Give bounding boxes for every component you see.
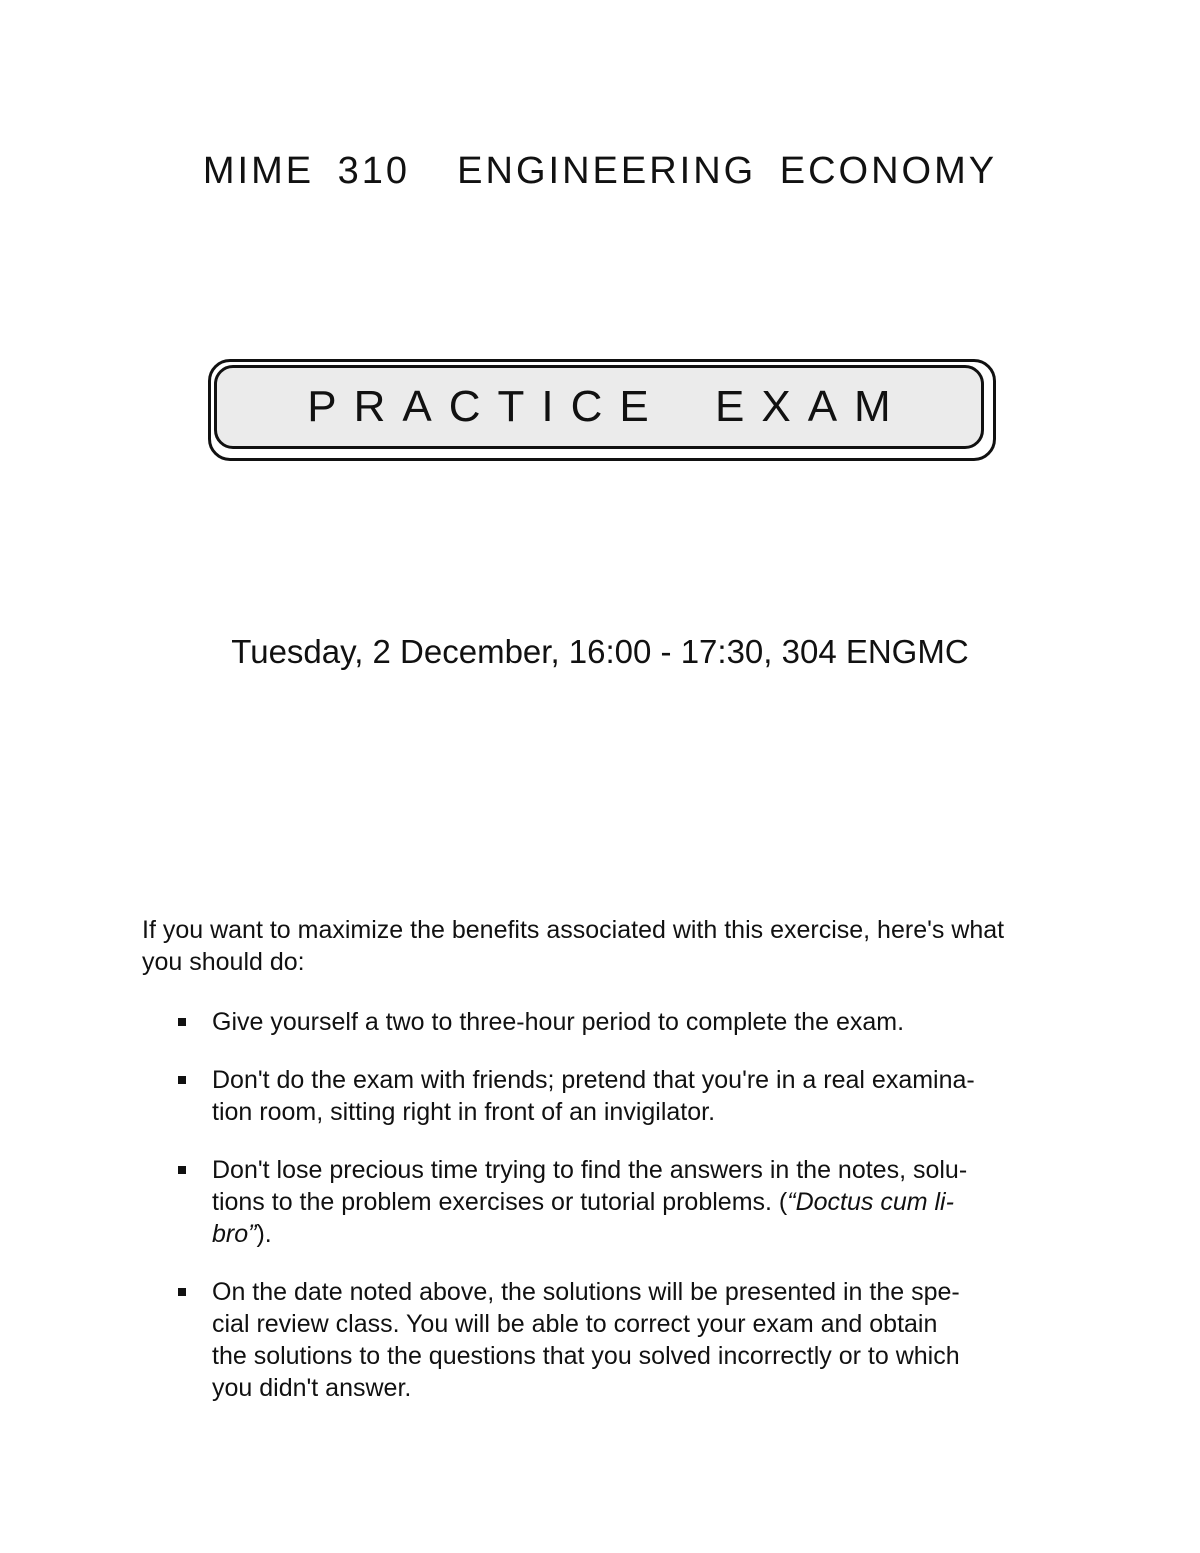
course-title: MIME 310 ENGINEERING ECONOMY — [202, 150, 998, 192]
list-item-text-line — [212, 1218, 1072, 1250]
list-item-text-line: Don't lose precious time trying to find the answers in the notes, solu- — [212, 1156, 968, 1184]
list-item-text-line: you didn't answer. — [212, 1374, 412, 1402]
square-bullet-icon — [178, 1166, 186, 1174]
latin-quote-part: bro” — [212, 1220, 257, 1248]
list-item-text-segment: ). — [256, 1220, 272, 1248]
list-item-text-line — [212, 1186, 1072, 1218]
list-item-text-line: Don't do the exam with friends; pretend that you're in a real examina- — [212, 1066, 975, 1094]
square-bullet-icon — [178, 1076, 186, 1084]
practice-exam-label: PRACTICE EXAM — [307, 382, 908, 431]
exam-date-line: Tuesday, 2 December, 16:00 - 17:30, 304 ENGMC — [231, 633, 969, 670]
latin-quote-part: “Doctus cum li- — [787, 1188, 954, 1216]
list-item-text-line: On the date noted above, the solutions will be presented in the spe- — [212, 1278, 960, 1306]
square-bullet-icon — [178, 1018, 186, 1026]
instructions-intro: If you want to maximize the benefits associated with this exercise, here's what you should do: — [142, 916, 1005, 976]
list-item-text: Give yourself a two to three-hour period to complete the exam. — [212, 1008, 905, 1036]
list-item — [142, 1154, 1072, 1250]
list-item-text-line: tion room, sitting right in front of an invigilator. — [212, 1098, 716, 1126]
list-item-text-segment: tions to the problem exercises or tutorial problems. ( — [212, 1188, 788, 1216]
practice-exam-banner — [208, 359, 996, 461]
list-item — [142, 1064, 1072, 1128]
list-item — [142, 1276, 1072, 1404]
square-bullet-icon — [178, 1288, 186, 1296]
practice-exam-banner-inner — [214, 365, 984, 449]
list-item-text-line: cial review class. You will be able to correct your exam and obtain — [212, 1310, 938, 1338]
instructions-list — [142, 1006, 1072, 1430]
list-item — [142, 1006, 1072, 1038]
list-item-text-line: the solutions to the questions that you solved incorrectly or to which — [212, 1342, 960, 1370]
